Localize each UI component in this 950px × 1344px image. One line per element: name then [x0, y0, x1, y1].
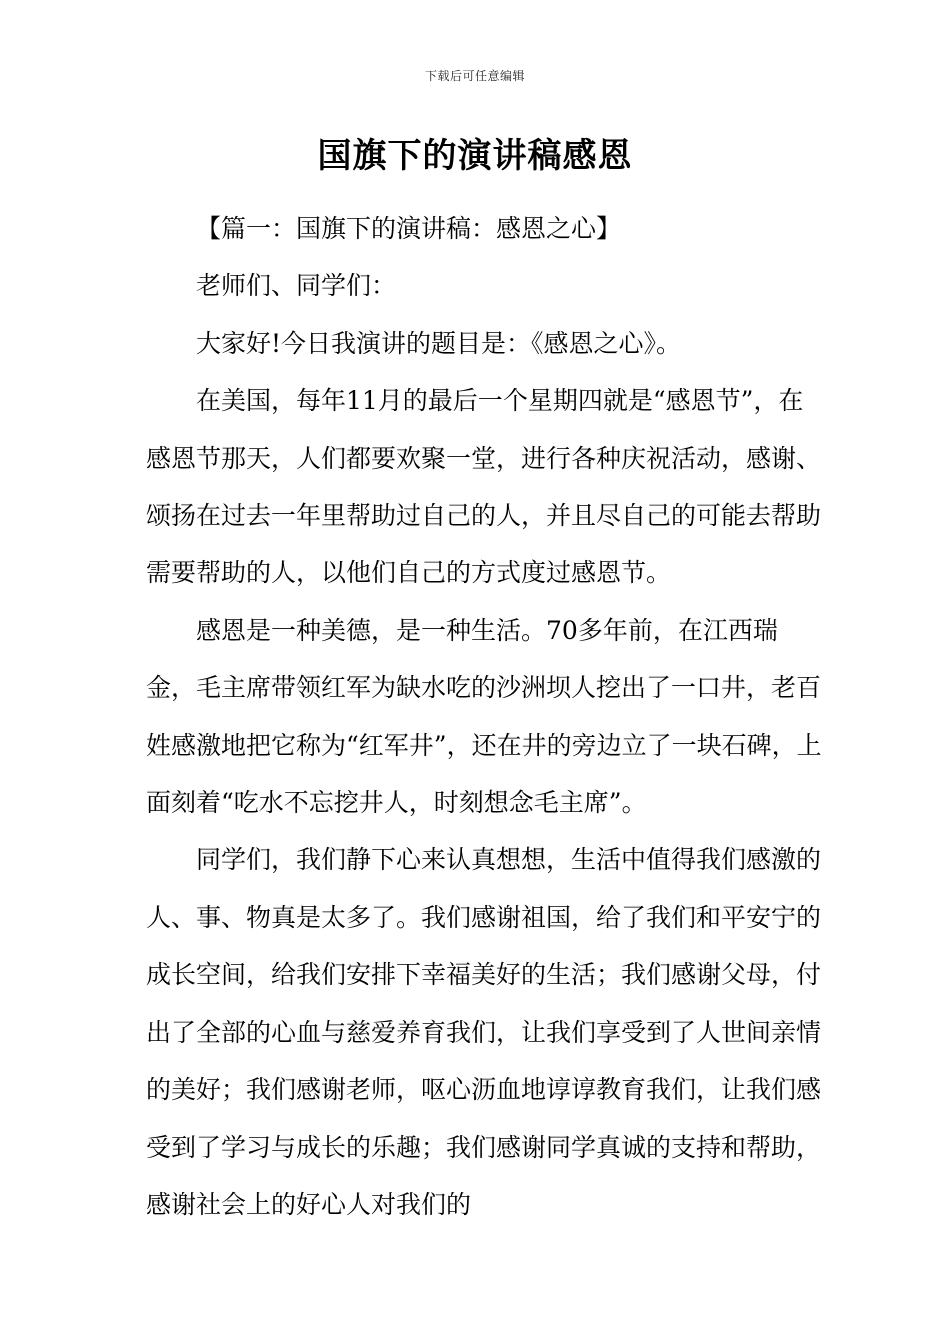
body-paragraph: 在美国，每年11月的最后一个星期四就是“感恩节”，在感恩节那天，人们都要欢聚一堂，进行各种庆祝活动，感谢、颂扬在过去一年里帮助过自己的人，并且尽自己的可能去帮助需要帮助的人，以他们自己的方式度过感恩节。	[146, 386, 822, 588]
salutation: 老师们、同学们：	[196, 271, 397, 301]
body-paragraph: 感恩是一种美德，是一种生活。70多年前，在江西瑞金，毛主席带领红军为缺水吃的沙洲坝人挖出了一口井，老百姓感激地把它称为“红军井”，还在井的旁边立了一块石碑，上面刻着“吃水不忘挖井人，时刻想念毛主席”。	[146, 615, 822, 818]
document-title: 国旗下的演讲稿感恩	[317, 136, 633, 176]
document-body	[146, 200, 826, 1233]
greeting-paragraph: 大家好!今日我演讲的题目是：《感恩之心》。	[196, 328, 682, 358]
body-paragraph: 同学们，我们静下心来认真想想，生活中值得我们感激的人、事、物真是太多了。我们感谢祖国，给了我们和平安宁的成长空间，给我们安排下幸福美好的生活；我们感谢父母，付出了全部的心血与慈爱养育我们，让我们享受到了人世间亲情的美好；我们感谢老师，呕心沥血地谆谆教育我们，让我们感受到了学习与成长的乐趣；我们感谢同学真诚的支持和帮助，感谢社会上的好心人对我们的	[146, 845, 822, 1219]
section-heading: 【篇一：国旗下的演讲稿：感恩之心】	[196, 214, 622, 243]
header-note: 下载后可任意编辑	[424, 69, 525, 83]
